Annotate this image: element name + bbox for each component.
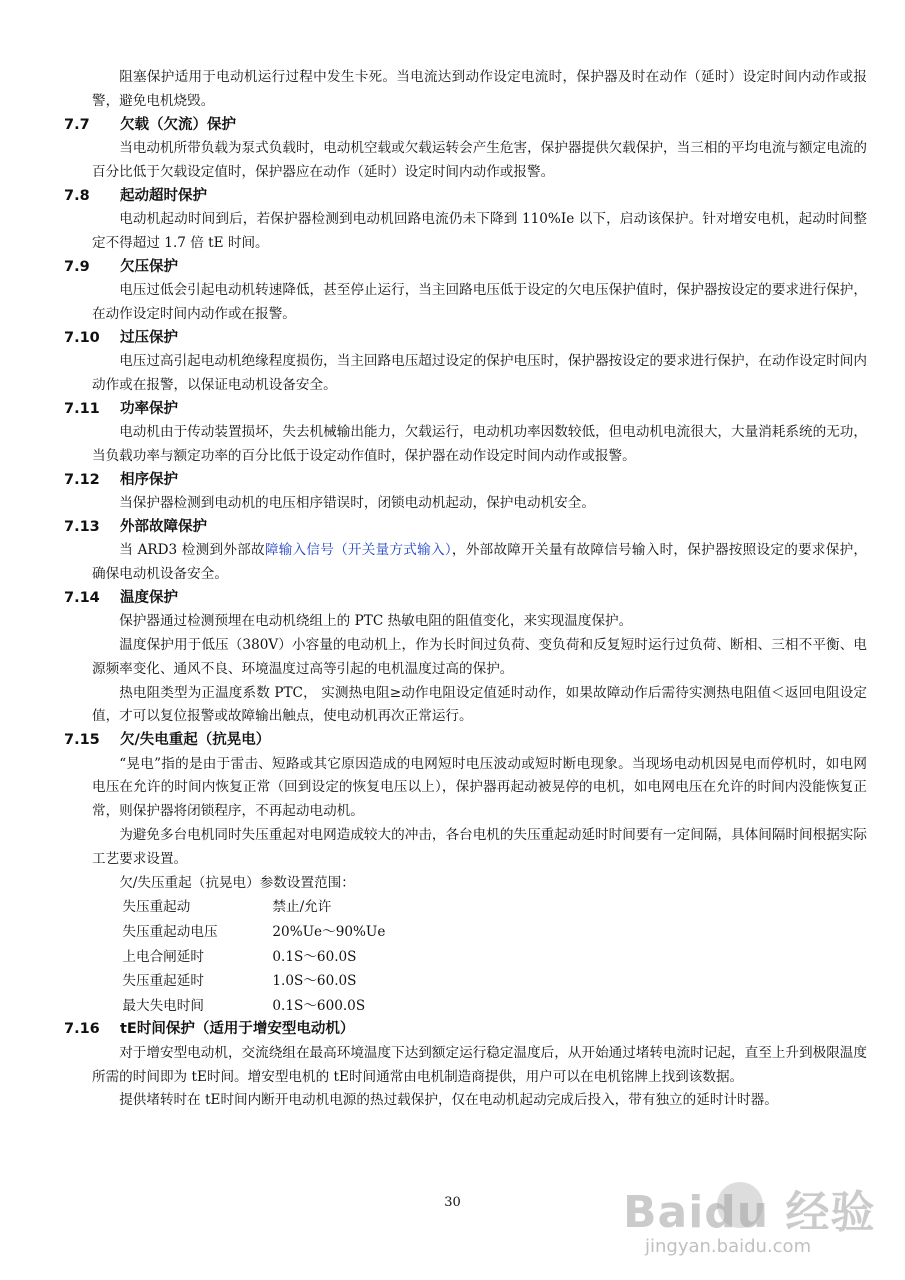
params-title: 欠/失压重起（抗晃电）参数设置范围：: [119, 874, 355, 891]
paragraph: 电动机起动时间到后，若保护器检测到电动机回路电流仍未下降到 110%Ie 以下，启动该保护。针对增安电机，起动时间整定不得超过 1.7 倍 tE 时间。: [92, 211, 867, 251]
paragraph: 当电动机所带负载为泵式负载时，电动机空载或欠载运转会产生危害，保护器提供欠载保护，当三相的平均电流与额定电流的百分比低于欠载设定值时，保护器应在动作（延时）设定时间内动作或报警。: [92, 140, 867, 180]
highlighted-text: 障输入信号（开关量方式输入）: [264, 542, 452, 559]
section-heading-7-13: [64, 516, 867, 539]
paragraph: 电压过高引起电动机绝缘程度损伤，当主回路电压超过设定的保护电压时，保护器按设定的要求进行保护，在动作设定时间内动作或在报警，以保证电动机设备安全。: [92, 353, 867, 393]
section-number: 7.7: [64, 116, 90, 133]
section-heading-7-16: [64, 1018, 867, 1041]
watermark-logo: Baidu 经验: [623, 1187, 876, 1238]
param-row: [122, 895, 867, 920]
section-title: 过压保护: [120, 329, 178, 346]
section-heading-7-14: [64, 587, 867, 610]
paragraph: 热电阻类型为正温度系数 PTC， 实测热电阻≥动作电阻设定值延时动作，如果故障动作后需待实测热电阻值＜返回电阻设定值，才可以复位报警或故障输出触点，使电动机再次正常运行。: [92, 684, 867, 725]
param-name: 最大失电时间: [122, 997, 204, 1014]
document-page: [64, 66, 868, 1113]
paragraph: 当保护器检测到电动机的电压相序错误时，闭锁电动机起动，保护电动机安全。: [119, 495, 595, 511]
param-value: 20%Ue～90%Ue: [272, 923, 386, 940]
section-heading-7-11: [64, 398, 867, 421]
section-number: 7.15: [64, 732, 100, 749]
section-title: 欠压保护: [120, 258, 178, 275]
param-value: 禁止/允许: [272, 899, 332, 916]
section-heading-7-7: [64, 114, 867, 137]
param-row: [122, 920, 867, 945]
section-heading-7-10: [64, 327, 867, 350]
param-name: 失压重起延时: [122, 973, 204, 990]
param-row: [122, 945, 867, 970]
watermark-url: jingyan.baidu.com: [645, 1236, 812, 1257]
paragraph: “晃电”指的是由于雷击、短路或其它原因造成的电网短时电压波动或短时断电现象。当现场电动机因晃电而停机时，如电网电压在允许的时间内恢复正常（回到设定的恢复电压以上），保护器再起动被晃停的电机，如电网电压在允许的时间内没能恢复正常，则保护器将闭锁程序，不再起动电动机。: [92, 755, 867, 820]
intro-paragraph: 阻塞保护适用于电动机运行过程中发生卡死。当电流达到动作设定电流时，保护器及时在动作（延时）设定时间内动作或报警，避免电机烧毁。: [92, 69, 867, 109]
section-number: 7.10: [64, 329, 100, 346]
param-value: 1.0S～60.0S: [272, 973, 357, 990]
param-name: 失压重起动: [122, 899, 191, 916]
paragraph: 电压过低会引起电动机转速降低，甚至停止运行，当主回路电压低于设定的欠电压保护值时，保护器按设定的要求进行保护，在动作设定时间内动作或在报警。: [92, 282, 867, 322]
paragraph: 温度保护用于低压（380V）小容量的电动机上，作为长时间过负荷、变负荷和反复短时运行过负荷、断相、三相不平衡、电源频率变化、通风不良、环境温度过高等引起的电机温度过高的保护。: [92, 637, 867, 677]
section-number: 7.9: [64, 258, 90, 275]
section-title: tE时间保护（适用于增安型电动机）: [120, 1021, 355, 1038]
param-value: 0.1S～600.0S: [272, 997, 366, 1014]
param-name: 失压重起动电压: [122, 923, 218, 940]
param-name: 上电合闸延时: [122, 948, 204, 965]
params-list: [92, 895, 867, 1018]
section-title: 欠/失电重起（抗晃电）: [120, 732, 271, 749]
baidu-watermark: [619, 1176, 879, 1268]
section-heading-7-8: [64, 185, 867, 208]
section-heading-7-9: [64, 256, 867, 279]
paragraph: [92, 539, 867, 587]
section-title: 温度保护: [120, 589, 178, 606]
text-run: 当 ARD3 检测到外部故: [119, 542, 265, 559]
section-number: 7.11: [64, 400, 100, 417]
section-title: 起动超时保护: [120, 187, 207, 204]
section-title: 相序保护: [120, 471, 178, 488]
section-number: 7.8: [64, 187, 90, 204]
section-number: 7.14: [64, 589, 100, 606]
section-heading-7-15: [64, 729, 867, 752]
paragraph: 电动机由于传动装置损坏，失去机械输出能力，欠载运行，电动机功率因数较低，但电动机电流很大，大量消耗系统的无功，当负载功率与额定功率的百分比低于设定动作值时，保护器在动作设定时间内动作或报警。: [92, 424, 867, 464]
section-title: 欠载（欠流）保护: [120, 116, 236, 133]
section-number: 7.13: [64, 518, 100, 535]
section-title: 功率保护: [120, 400, 178, 417]
section-title: 外部故障保护: [120, 518, 207, 535]
paragraph: 为避免多台电机同时失压重起对电网造成较大的冲击，各台电机的失压重起动延时时间要有一定间隔，具体间隔时间根据实际工艺要求设置。: [92, 826, 867, 867]
param-row: [122, 994, 867, 1019]
paragraph: 保护器通过检测预埋在电动机绕组上的 PTC 热敏电阻的阻值变化，来实现温度保护。: [119, 613, 633, 630]
section-number: 7.16: [64, 1021, 100, 1038]
section-heading-7-12: [64, 469, 867, 492]
section-number: 7.12: [64, 471, 100, 488]
paragraph: 对于增安型电动机，交流绕组在最高环境温度下达到额定运行稳定温度后，从开始通过堵转电流时记起，直至上升到极限温度所需的时间即为 tE时间。增安型电机的 tE时间通常由电机制造商提供，用户可以在电机铭牌上找到该数据。: [92, 1044, 867, 1085]
param-value: 0.1S～60.0S: [272, 948, 357, 965]
page-number: 30: [444, 1195, 461, 1210]
param-row: [122, 969, 867, 994]
paragraph: 提供堵转时在 tE时间内断开电动机电源的热过载保护，仅在电动机起动完成后投入，带有独立的延时计时器。: [119, 1092, 778, 1109]
text-run: ，外部故障开关量有故障信号输入时，保护器按照设定的要求保护，确保电动机设备安全。: [92, 542, 868, 582]
